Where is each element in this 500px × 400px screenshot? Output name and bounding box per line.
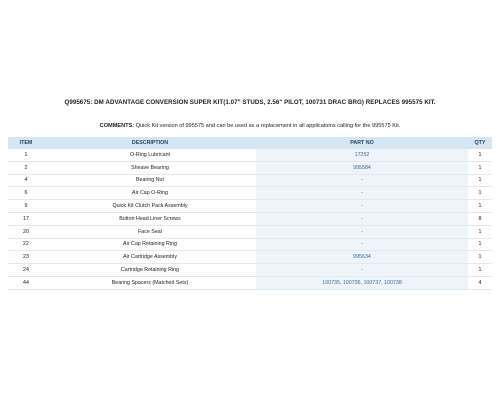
cell-qty: 1 [468, 225, 492, 238]
cell-part-no: - [256, 225, 468, 238]
column-header-description: DESCRIPTION [44, 137, 256, 149]
cell-item: 6 [8, 187, 44, 200]
cell-description: Quick Kit Clutch Pack Assembly [44, 200, 256, 213]
cell-qty: 1 [468, 174, 492, 187]
column-header-qty: QTY [468, 137, 492, 149]
cell-qty: 1 [468, 149, 492, 161]
cell-item: 44 [8, 276, 44, 289]
column-header-item: ITEM [8, 137, 44, 149]
table-header-row [8, 137, 492, 149]
cell-description: Air Cap O-Ring [44, 187, 256, 200]
table-row [8, 251, 492, 264]
cell-qty: 1 [468, 200, 492, 213]
cell-part-no[interactable]: 995584 [256, 161, 468, 174]
table-row [8, 225, 492, 238]
cell-description: Cartridge Retaining Ring [44, 264, 256, 277]
cell-part-no[interactable]: 100735, 100736, 100737, 100738 [256, 276, 468, 289]
cell-item: 24 [8, 264, 44, 277]
cell-part-no: - [256, 200, 468, 213]
parts-table [8, 137, 492, 290]
comments-label: COMMENTS: [99, 123, 135, 129]
table-row [8, 264, 492, 277]
table-row [8, 200, 492, 213]
cell-item: 17 [8, 212, 44, 225]
kit-title: Q995675: DM ADVANTAGE CONVERSION SUPER KIT(1.07" STUDS, 2.56" PILOT, 100731 DRAC BRG) REPLACES 995575 KIT. [64, 99, 436, 106]
comments-line [0, 123, 500, 129]
cell-item: 20 [8, 225, 44, 238]
table-row [8, 238, 492, 251]
table-row [8, 174, 492, 187]
cell-description: O-Ring Lubricant [44, 149, 256, 161]
cell-qty: 1 [468, 187, 492, 200]
table-row [8, 149, 492, 161]
column-header-part-no: PART NO [256, 137, 468, 149]
cell-item: 23 [8, 251, 44, 264]
cell-part-no[interactable]: 17252 [256, 149, 468, 161]
cell-qty: 1 [468, 251, 492, 264]
cell-qty: 1 [468, 264, 492, 277]
cell-qty: 1 [468, 161, 492, 174]
table-row [8, 212, 492, 225]
cell-qty: 4 [468, 276, 492, 289]
comments-text: Quick Kit version of 995575 and can be used as a replacement in all applications calling for the 995575 Kit. [134, 123, 401, 129]
table-row [8, 276, 492, 289]
cell-description: Bearing Nut [44, 174, 256, 187]
table-row [8, 187, 492, 200]
cell-item: 22 [8, 238, 44, 251]
cell-part-no: - [256, 174, 468, 187]
cell-part-no: - [256, 264, 468, 277]
cell-qty: 8 [468, 212, 492, 225]
cell-item: 1 [8, 149, 44, 161]
cell-description: Button Head Liner Screws [44, 212, 256, 225]
cell-part-no: - [256, 187, 468, 200]
cell-part-no[interactable]: 995634 [256, 251, 468, 264]
cell-description: Bearing Spacers (Matched Sets) [44, 276, 256, 289]
cell-description: Air Cap Retaining Ring [44, 238, 256, 251]
cell-item: 4 [8, 174, 44, 187]
cell-part-no: - [256, 238, 468, 251]
cell-qty: 1 [468, 238, 492, 251]
cell-item: 2 [8, 161, 44, 174]
cell-description: Sheave Bearing [44, 161, 256, 174]
table-row [8, 161, 492, 174]
cell-description: Air Cartridge Assembly [44, 251, 256, 264]
cell-description: Face Seal [44, 225, 256, 238]
cell-item: 9 [8, 200, 44, 213]
cell-part-no: - [256, 212, 468, 225]
